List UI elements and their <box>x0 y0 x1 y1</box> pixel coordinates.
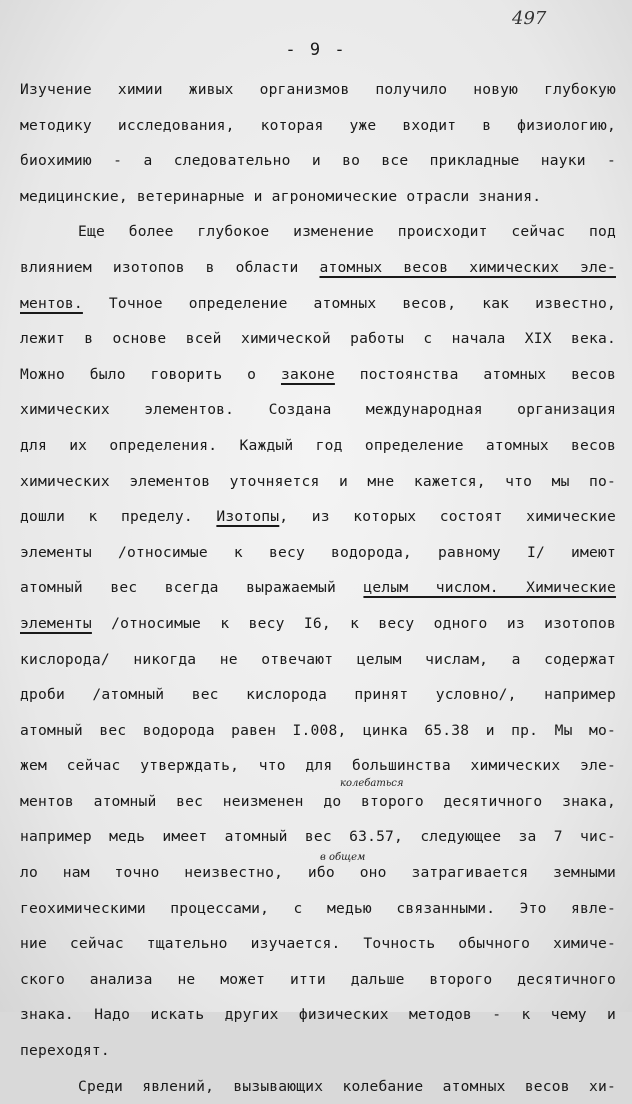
text-segment: ние сейчас тщательно изучается. Точность обычного химиче- <box>20 935 616 953</box>
text-line <box>20 570 616 606</box>
text-segment: атомный вес водорода равен I.008, цинка 65.38 и пр. Мы мо- <box>20 721 616 739</box>
text-line <box>20 891 616 927</box>
text-line <box>20 214 616 250</box>
handwritten-note-kolebatsya: колебаться <box>340 778 404 789</box>
page-number: - 9 - <box>285 40 347 60</box>
text-line <box>20 428 616 464</box>
text-line <box>20 286 616 322</box>
text-segment: дроби /атомный вес кислорода принят условно/, например <box>20 686 616 704</box>
text-line <box>20 250 616 286</box>
text-segment: жем сейчас утверждать, что для большинства химических эле- <box>20 757 616 775</box>
text-segment: Среди явлений, вызывающих колебание атомных весов хи- <box>78 1077 616 1095</box>
text-line <box>20 1069 616 1104</box>
text-line <box>20 677 616 713</box>
text-segment: кислорода/ никогда не отвечают целым числам, а содержат <box>20 650 616 668</box>
text-segment: элементы /относимые к весу водорода, равному I/ имеют <box>20 543 616 561</box>
text-line <box>20 713 616 749</box>
text-segment: постоянства атомных весов <box>334 365 617 383</box>
text-segment: Точное определение атомных весов, как известно, <box>82 294 616 312</box>
text-segment: Еще более глубокое изменение происходит сейчас под <box>78 223 616 241</box>
text-line <box>20 143 616 179</box>
text-segment: ментов атомный вес неизменен до второго десятичного знака, <box>20 792 616 810</box>
text-line <box>20 321 616 357</box>
text-segment: ского анализа не может итти дальше второго десятичного <box>20 970 616 988</box>
underlined-phrase: Изотопы <box>216 508 280 526</box>
text-line <box>20 1033 616 1069</box>
text-segment: медицинские, ветеринарные и агрономические отрасли знания. <box>20 187 542 205</box>
text-segment: дошли к пределу. <box>20 508 217 526</box>
text-segment: биохимию - а следовательно и во все прикладные науки - <box>20 152 616 170</box>
text-line <box>20 642 616 678</box>
text-segment: Изучение химии живых организмов получило новую глубокую <box>20 81 616 98</box>
text-segment: Можно было говорить о <box>20 365 281 383</box>
underlined-phrase: элементы <box>20 614 92 632</box>
typewritten-body <box>20 72 616 1104</box>
text-line <box>20 179 616 215</box>
text-segment: атомный вес всегда выражаемый <box>20 579 364 597</box>
underlined-phrase: атомных весов химических эле- <box>319 258 616 276</box>
text-segment: химических элементов уточняется и мне кажется, что мы по- <box>20 472 616 490</box>
text-line <box>20 108 616 144</box>
text-segment: знака. Надо искать других физических методов - к чему и <box>20 1006 616 1024</box>
archive-page-number: 497 <box>512 8 547 29</box>
text-line <box>20 748 616 784</box>
text-line <box>20 926 616 962</box>
handwritten-note-v-obshchem: в общем <box>320 852 366 863</box>
text-line <box>20 784 616 820</box>
text-segment: лежит в основе всей химической работы с начала XIX века. <box>20 330 616 348</box>
text-segment: /относимые к весу I6, к весу одного из изотопов <box>91 614 616 632</box>
text-line <box>20 392 616 428</box>
text-line <box>20 855 616 891</box>
text-segment: влиянием изотопов в области <box>20 258 320 276</box>
text-segment: ло нам точно неизвестно, ибо оно затрагивается земными <box>20 864 616 882</box>
text-segment: например медь имеет атомный вес 63.57, следующее за 7 чис- <box>20 828 616 846</box>
text-segment: , из которых состоят химические <box>279 508 616 526</box>
text-segment: геохимическими процессами, с медью связанными. Это явле- <box>20 899 616 917</box>
text-segment: переходят. <box>20 1042 110 1060</box>
underlined-phrase: ментов. <box>20 294 83 312</box>
text-segment: методику исследования, которая уже входит в физиологию, <box>20 116 616 134</box>
text-segment: химических элементов. Создана международная организация <box>20 401 616 419</box>
text-segment: для их определения. Каждый год определение атомных весов <box>20 436 616 454</box>
text-line <box>20 997 616 1033</box>
text-line <box>20 962 616 998</box>
text-line <box>20 499 616 535</box>
text-line <box>20 606 616 642</box>
text-line <box>20 535 616 571</box>
text-line <box>20 72 616 108</box>
underlined-phrase: целым числом. Химические <box>363 579 617 597</box>
text-line <box>20 464 616 500</box>
underlined-phrase: законе <box>280 365 335 383</box>
text-line <box>20 819 616 855</box>
text-line <box>20 357 616 393</box>
